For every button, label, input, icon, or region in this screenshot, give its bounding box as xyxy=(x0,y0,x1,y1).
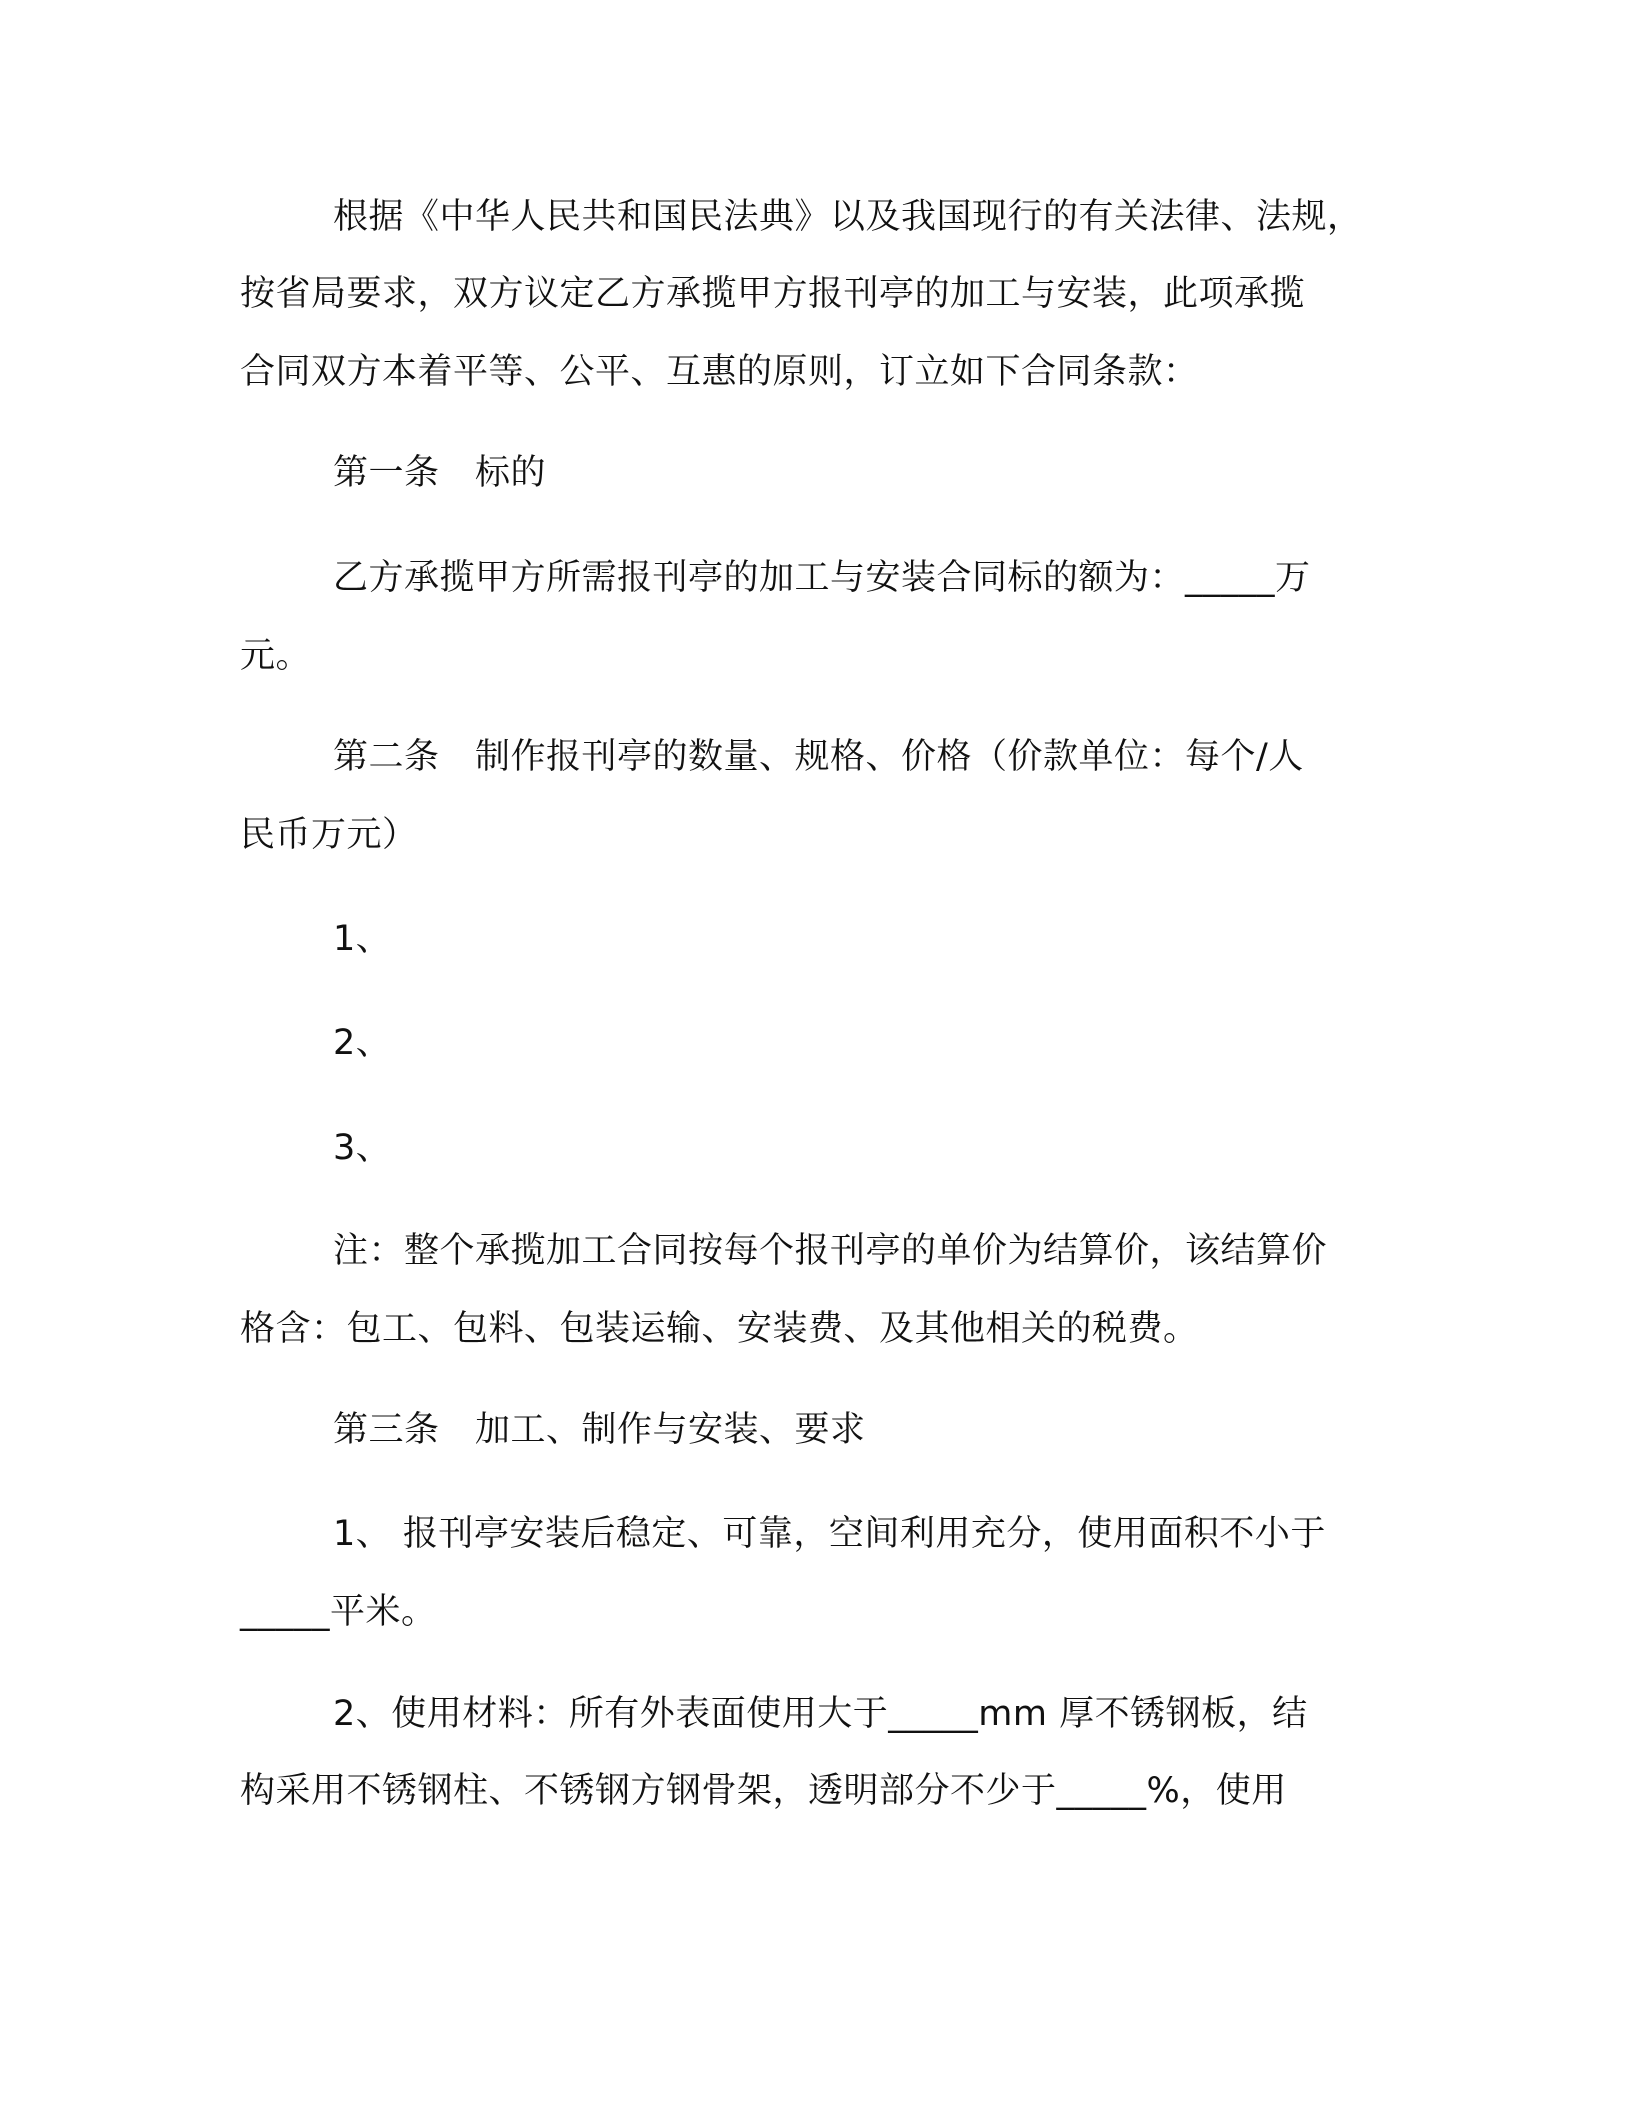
article-1-heading: 第一条 标的 xyxy=(333,453,547,493)
article-3-item-1-line-1: 1、 报刊亭安装后稳定、可靠，空间利用充分，使用面积不小于 xyxy=(333,1514,1326,1554)
article-3-item-1-line-2: _____平米。 xyxy=(240,1592,437,1632)
article-1-body-line-2: 元。 xyxy=(240,636,312,676)
note-line-1: 注：整个承揽加工合同按每个报刊亭的单价为结算价，该结算价 xyxy=(333,1231,1328,1271)
intro-line-1: 根据《中华人民共和国民法典》以及我国现行的有关法律、法规， xyxy=(333,197,1363,237)
note-line-2: 格含：包工、包料、包装运输、安装费、及其他相关的税费。 xyxy=(240,1309,1199,1349)
list-item-2: 2、 xyxy=(333,1023,392,1063)
article-3-heading: 第三条 加工、制作与安装、要求 xyxy=(333,1410,866,1450)
article-3-item-2-line-2: 构采用不锈钢柱、不锈钢方钢骨架，透明部分不少于_____%，使用 xyxy=(240,1771,1287,1811)
intro-line-2: 按省局要求，双方议定乙方承揽甲方报刊亭的加工与安装，此项承揽 xyxy=(240,274,1306,314)
intro-line-3: 合同双方本着平等、公平、互惠的原则，订立如下合同条款： xyxy=(240,352,1199,392)
article-3-item-2-line-1: 2、使用材料：所有外表面使用大于_____mm 厚不锈钢板，结 xyxy=(333,1694,1308,1734)
article-2-heading-line-1: 第二条 制作报刊亭的数量、规格、价格（价款单位：每个/人 xyxy=(333,737,1304,777)
list-item-1: 1、 xyxy=(333,919,392,959)
article-1-body-line-1: 乙方承揽甲方所需报刊亭的加工与安装合同标的额为：_____万 xyxy=(333,558,1311,598)
list-item-3: 3、 xyxy=(333,1128,392,1168)
article-2-heading-line-2: 民币万元） xyxy=(240,815,418,855)
